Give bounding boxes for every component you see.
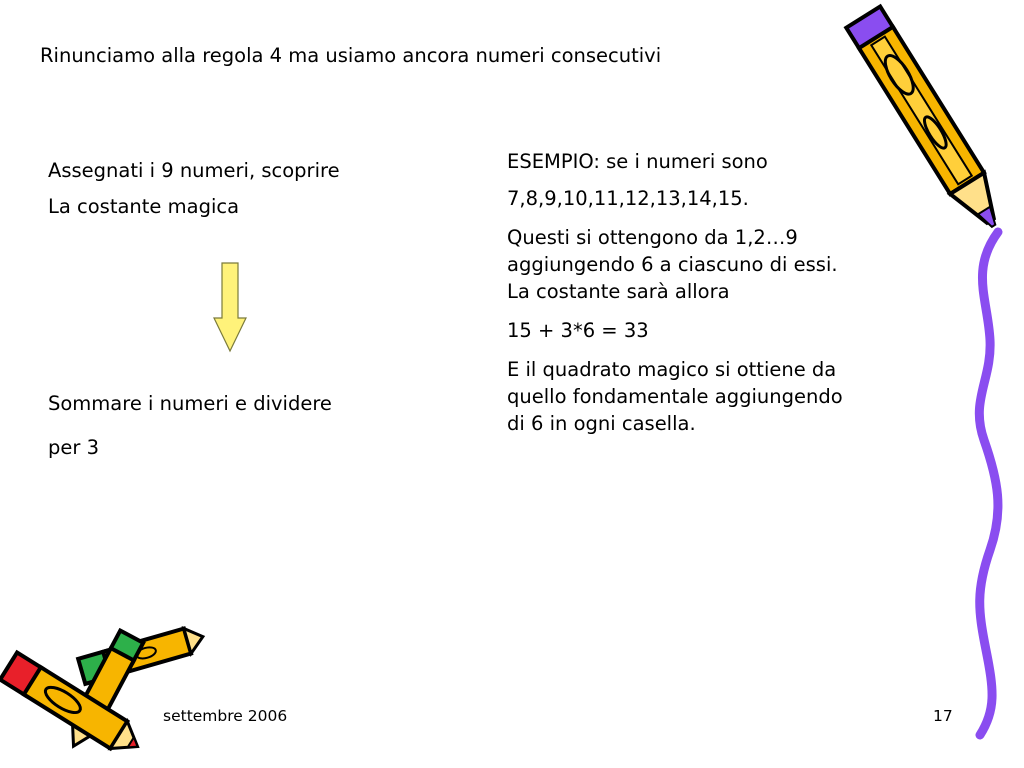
example-conclusion (507, 356, 927, 437)
conclusion-line-1: E il quadrato magico si ottiene da (507, 358, 837, 381)
left-line-1: Assegnati i 9 numeri, scoprire (48, 159, 340, 182)
left-column-top (48, 158, 428, 220)
slide-title: Rinunciamo alla regola 4 ma usiamo ancora numeri consecutivi (40, 44, 662, 67)
crossed-pencils-icon (2, 618, 207, 758)
example-intro: ESEMPIO: se i numeri sono (507, 150, 768, 173)
conclusion-line-2: quello fondamentale aggiungendo (507, 385, 843, 408)
explanation-line-3: La costante sarà allora (507, 280, 730, 303)
left-line-4: per 3 (48, 436, 99, 459)
explanation-line-2: aggiungendo 6 a ciascuno di essi. (507, 253, 838, 276)
left-column-bottom (48, 391, 428, 479)
pencil-icon (860, 4, 1000, 244)
left-line-2: La costante magica (48, 195, 240, 218)
wavy-line (960, 230, 1010, 740)
down-arrow-icon (212, 262, 248, 354)
magic-constant-formula: 15 + 3*6 = 33 (507, 319, 649, 342)
conclusion-line-3: di 6 in ogni casella. (507, 412, 696, 435)
example-numbers: 7,8,9,10,11,12,13,14,15. (507, 187, 749, 210)
footer-date: settembre 2006 (163, 707, 288, 725)
explanation-line-1: Questi si ottengono da 1,2…9 (507, 226, 798, 249)
page-number: 17 (933, 707, 953, 725)
left-line-3: Sommare i numeri e dividere (48, 392, 332, 415)
